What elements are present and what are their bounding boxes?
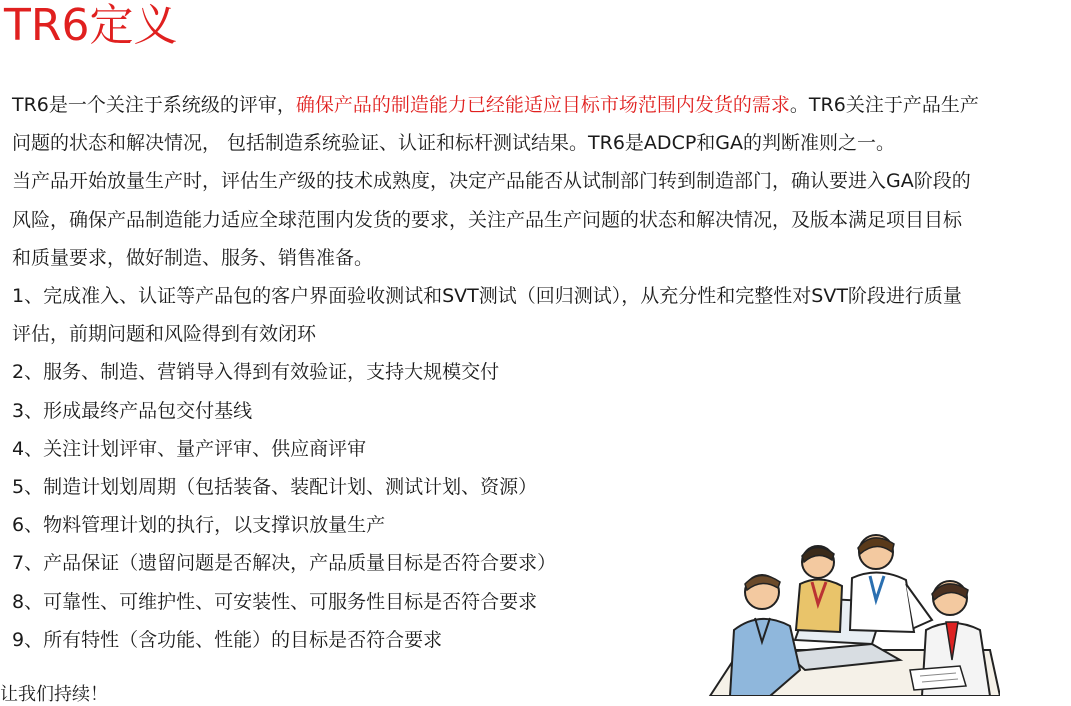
list-item: 4、关注计划评审、量产评审、供应商评审 — [12, 437, 367, 460]
list-item: 7、产品保证（遗留问题是否解决，产品质量目标是否符合要求） — [12, 552, 557, 575]
list-item: 2、服务、制造、营销导入得到有效验证，支持大规模交付 — [12, 361, 500, 384]
list-item: 9、所有特性（含功能、性能）的目标是否符合要求 — [12, 628, 443, 651]
intro-paragraph — [12, 86, 980, 162]
list-item: 5、制造计划划周期（包括装备、装配计划、测试计划、资源） — [12, 476, 538, 499]
team-meeting-clipart — [700, 520, 1000, 696]
list-item: 1、完成准入、认证等产品包的客户界面验收测试和SVT测试（回归测试），从充分性和完整性对SVT阶段进行质量评估，前期问题和风险得到有效闭环 — [12, 285, 962, 346]
intro-highlight: 确保产品的制造能力已经能适应目标市场范围内发货的需求 — [295, 94, 790, 116]
footer-text: 让我们持续！ — [0, 684, 108, 705]
list-item: 6、物料管理计划的执行，以支撑识放量生产 — [12, 514, 386, 537]
intro-text-2: 。TR6关注于产品生产问题的状态和解决情况， 包括制造系统验证、认证和标杆测试结果。TR6是ADCP和GA的判断准则之一。 — [12, 94, 979, 155]
paragraph-2: 当产品开始放量生产时，评估生产级的技术成熟度，决定产品能否从试制部门转到制造部门，确认要进入GA阶段的风险，确保产品制造能力适应全球范围内发货的要求，关注产品生产问题的状态和解决情况，及版本满足项目目标和质量要求，做好制造、服务、销售准备。 — [12, 170, 971, 269]
list-item: 3、形成最终产品包交付基线 — [12, 399, 253, 422]
intro-text-1: TR6是一个关注于系统级的评审， — [12, 94, 296, 116]
page-title: TR6定义 — [4, 0, 178, 51]
list-item: 8、可靠性、可维护性、可安装性、可服务性目标是否符合要求 — [12, 590, 538, 613]
